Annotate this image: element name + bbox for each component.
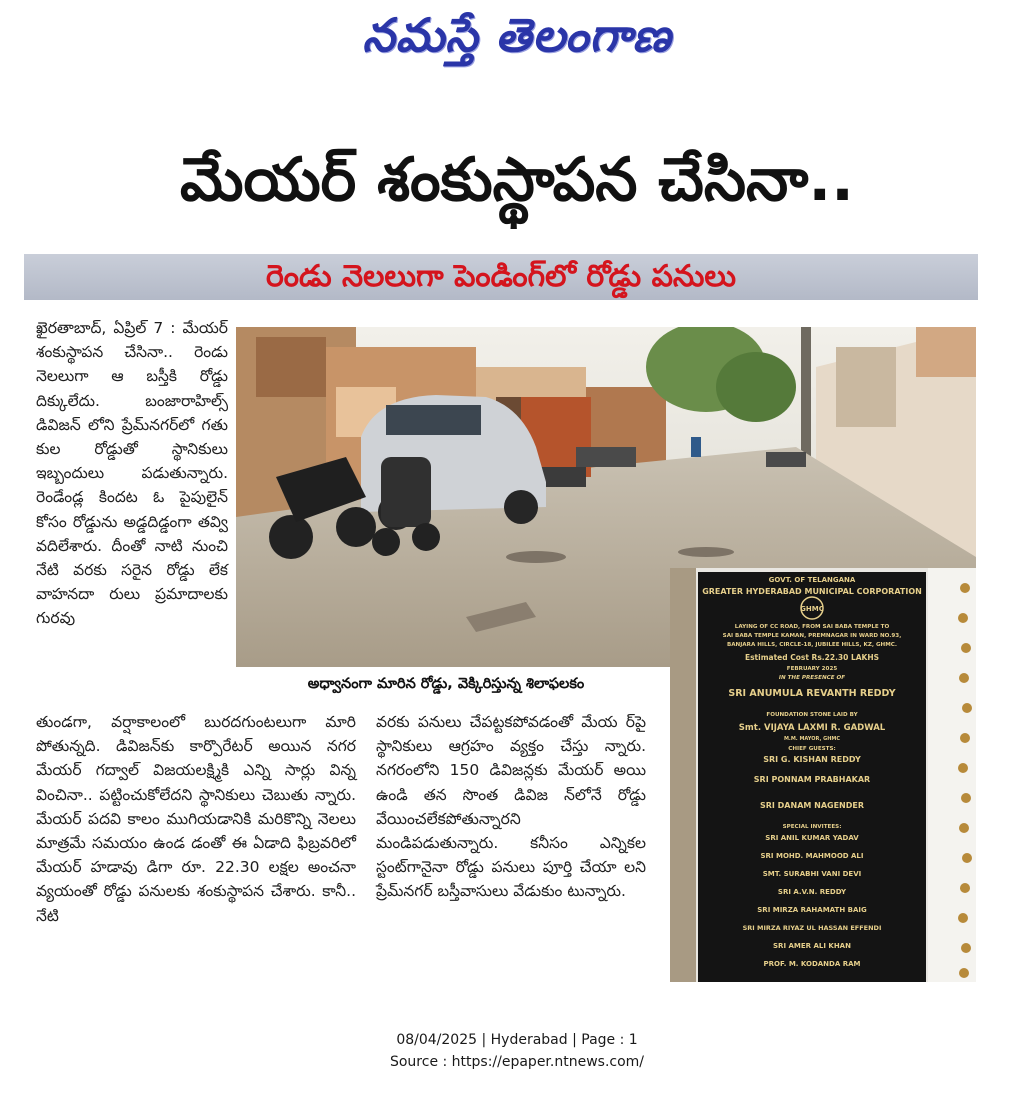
- plaque-mayor-title: M.M. MAYOR, GHMC: [783, 736, 841, 742]
- plaque-chief-guests: CHIEF GUESTS:: [788, 746, 836, 752]
- plaque-invitee-1: SRI ANIL KUMAR YADAV: [765, 834, 859, 842]
- plaque-corporation: GREATER HYDERABAD MUNICIPAL CORPORATION: [702, 587, 922, 596]
- footer-date-edition: 08/04/2025 | Hyderabad | Page : 1: [396, 1032, 638, 1048]
- plaque-invitee-6: SRI MIRZA RIYAZ UL HASSAN EFFENDI: [742, 924, 882, 932]
- footer-source: Source : https://epaper.ntnews.com/: [389, 1054, 645, 1070]
- plaque-special-invitees: SPECIAL INVITEES:: [782, 824, 842, 830]
- plaque-invitee-8: PROF. M. KODANDA RAM: [763, 960, 861, 968]
- plaque-presence: IN THE PRESENCE OF: [778, 675, 846, 681]
- plaque-foundation: FOUNDATION STONE LAID BY: [766, 712, 858, 718]
- plaque-invitee-4: SRI A.V.N. REDDY: [777, 888, 847, 896]
- article-column-2: [36, 710, 356, 928]
- plaque-line1: LAYING OF CC ROAD, FROM SAI BABA TEMPLE TO: [734, 624, 890, 630]
- article-column-3: [376, 710, 646, 904]
- plaque-date: FEBRUARY 2025: [786, 666, 838, 672]
- article-text: తుండగా, వర్షాకాలంలో బురదగుంటలుగా మారి పోతున్నది. డివిజన్‌కు కార్పొరేటర్ అయిన నగర మేయర్ గద్వాల్ విజయలక్ష్మికి ఎన్ని సార్లు విన్న వించినా.. పట్టించుకోలేదని స్థానికులు చెబుతు న్నారు. మేయర్ పదవి కాలం ముగియడానికి మరికొన్ని నెలలు మాత్రమే సమయం ఉండ డంతో ఈ ఏడాది ఫిబ్రవరిలో మేయర్ హడావు డిగా రూ. 22.30 లక్షల అంచనా వ్యయంతో రోడ్డు పనులకు శంకుస్థాపన చేశారు. కానీ.. నేటి: [36, 713, 356, 925]
- plaque-line3: BANJARA HILLS, CIRCLE-18, JUBILEE HILLS, KZ, GHMC.: [726, 642, 898, 648]
- newspaper-masthead: నమస్తే తెలంగాణ: [362, 8, 672, 62]
- plaque-mayor: Smt. VIJAYA LAXMI R. GADWAL: [738, 723, 886, 733]
- plaque-invitee-3: SMT. SURABHI VANI DEVI: [762, 870, 862, 878]
- plaque-guest-1: SRI G. KISHAN REDDY: [763, 755, 861, 764]
- photo-caption: అధ్వానంగా మారిన రోడ్డు, వెక్కిరిస్తున్న శిలాఫలకం: [236, 669, 656, 699]
- plaque-chief-minister: SRI ANUMULA REVANTH REDDY: [728, 688, 896, 699]
- plaque-invitee-2: SRI MOHD. MAHMOOD ALI: [760, 852, 864, 860]
- plaque-guest-2: SRI PONNAM PRABHAKAR: [753, 775, 871, 784]
- plaque-govt: GOVT. OF TELANGANA: [768, 576, 856, 584]
- foundation-plaque-photo: [670, 568, 976, 982]
- plaque-invitee-7: SRI AMER ALI KHAN: [773, 942, 851, 950]
- article-column-1: [36, 316, 228, 631]
- article-subheadline: రెండు నెలలుగా పెండింగ్‌లో రోడ్డు పనులు: [266, 259, 736, 294]
- plaque-logo: GHMC: [800, 605, 824, 613]
- plaque-invitee-5: SRI MIRZA RAHAMATH BAIG: [757, 906, 867, 914]
- plaque-guest-3: SRI DANAM NAGENDER: [759, 801, 865, 810]
- article-text: వరకు పనులు చేపట్టకపోవడంతో మేయ ర్‌పై స్థానికులు ఆగ్రహం వ్యక్తం చేస్తు న్నారు. నగరంలోని 150 డివిజన్లకు మేయర్ అయి ఉండి తన సొంత డివిజ న్‌లోనే రోడ్డు వేయించలేకపోతున్నారని మండిపడుతున్నారు. కనీసం ఎన్నికల స్టంట్‌గానైనా రోడ్డు పనులు పూర్తి చేయా లని ప్రేమ్‌నగర్ బస్తీవాసులు వేడుకుం టున్నారు.: [376, 713, 646, 901]
- article-headline: మేయర్ శంకుస్థాపన చేసినా..: [180, 145, 854, 215]
- plaque-cost: Estimated Cost Rs.22.30 LAKHS: [744, 653, 880, 662]
- plaque-line2: SAI BABA TEMPLE KAMAN, PREMNAGAR IN WARD NO.93,: [722, 633, 902, 639]
- article-text: ఖైరతాబాద్, ఏప్రిల్ 7 : మేయర్ శంకుస్థాపన చేసినా.. రెండు నెలలుగా ఆ బస్తీకి రోడ్డు దిక్కులేదు. బంజారాహిల్స్ డివిజన్ లోని ప్రేమ్‌నగర్‌లో గతు కుల రోడ్డుతో స్థానికులు ఇబ్బందులు పడుతున్నారు. రెండేండ్ల కిందట ఓ పైపులైన్ కోసం రోడ్డును అడ్డదిడ్డంగా తవ్వి వదిలేశారు. దీంతో నాటి నుంచి నేటి వరకు సరైన రోడ్డు లేక వాహనదా రులు ప్రమాదాలకు గురవు: [36, 319, 228, 628]
